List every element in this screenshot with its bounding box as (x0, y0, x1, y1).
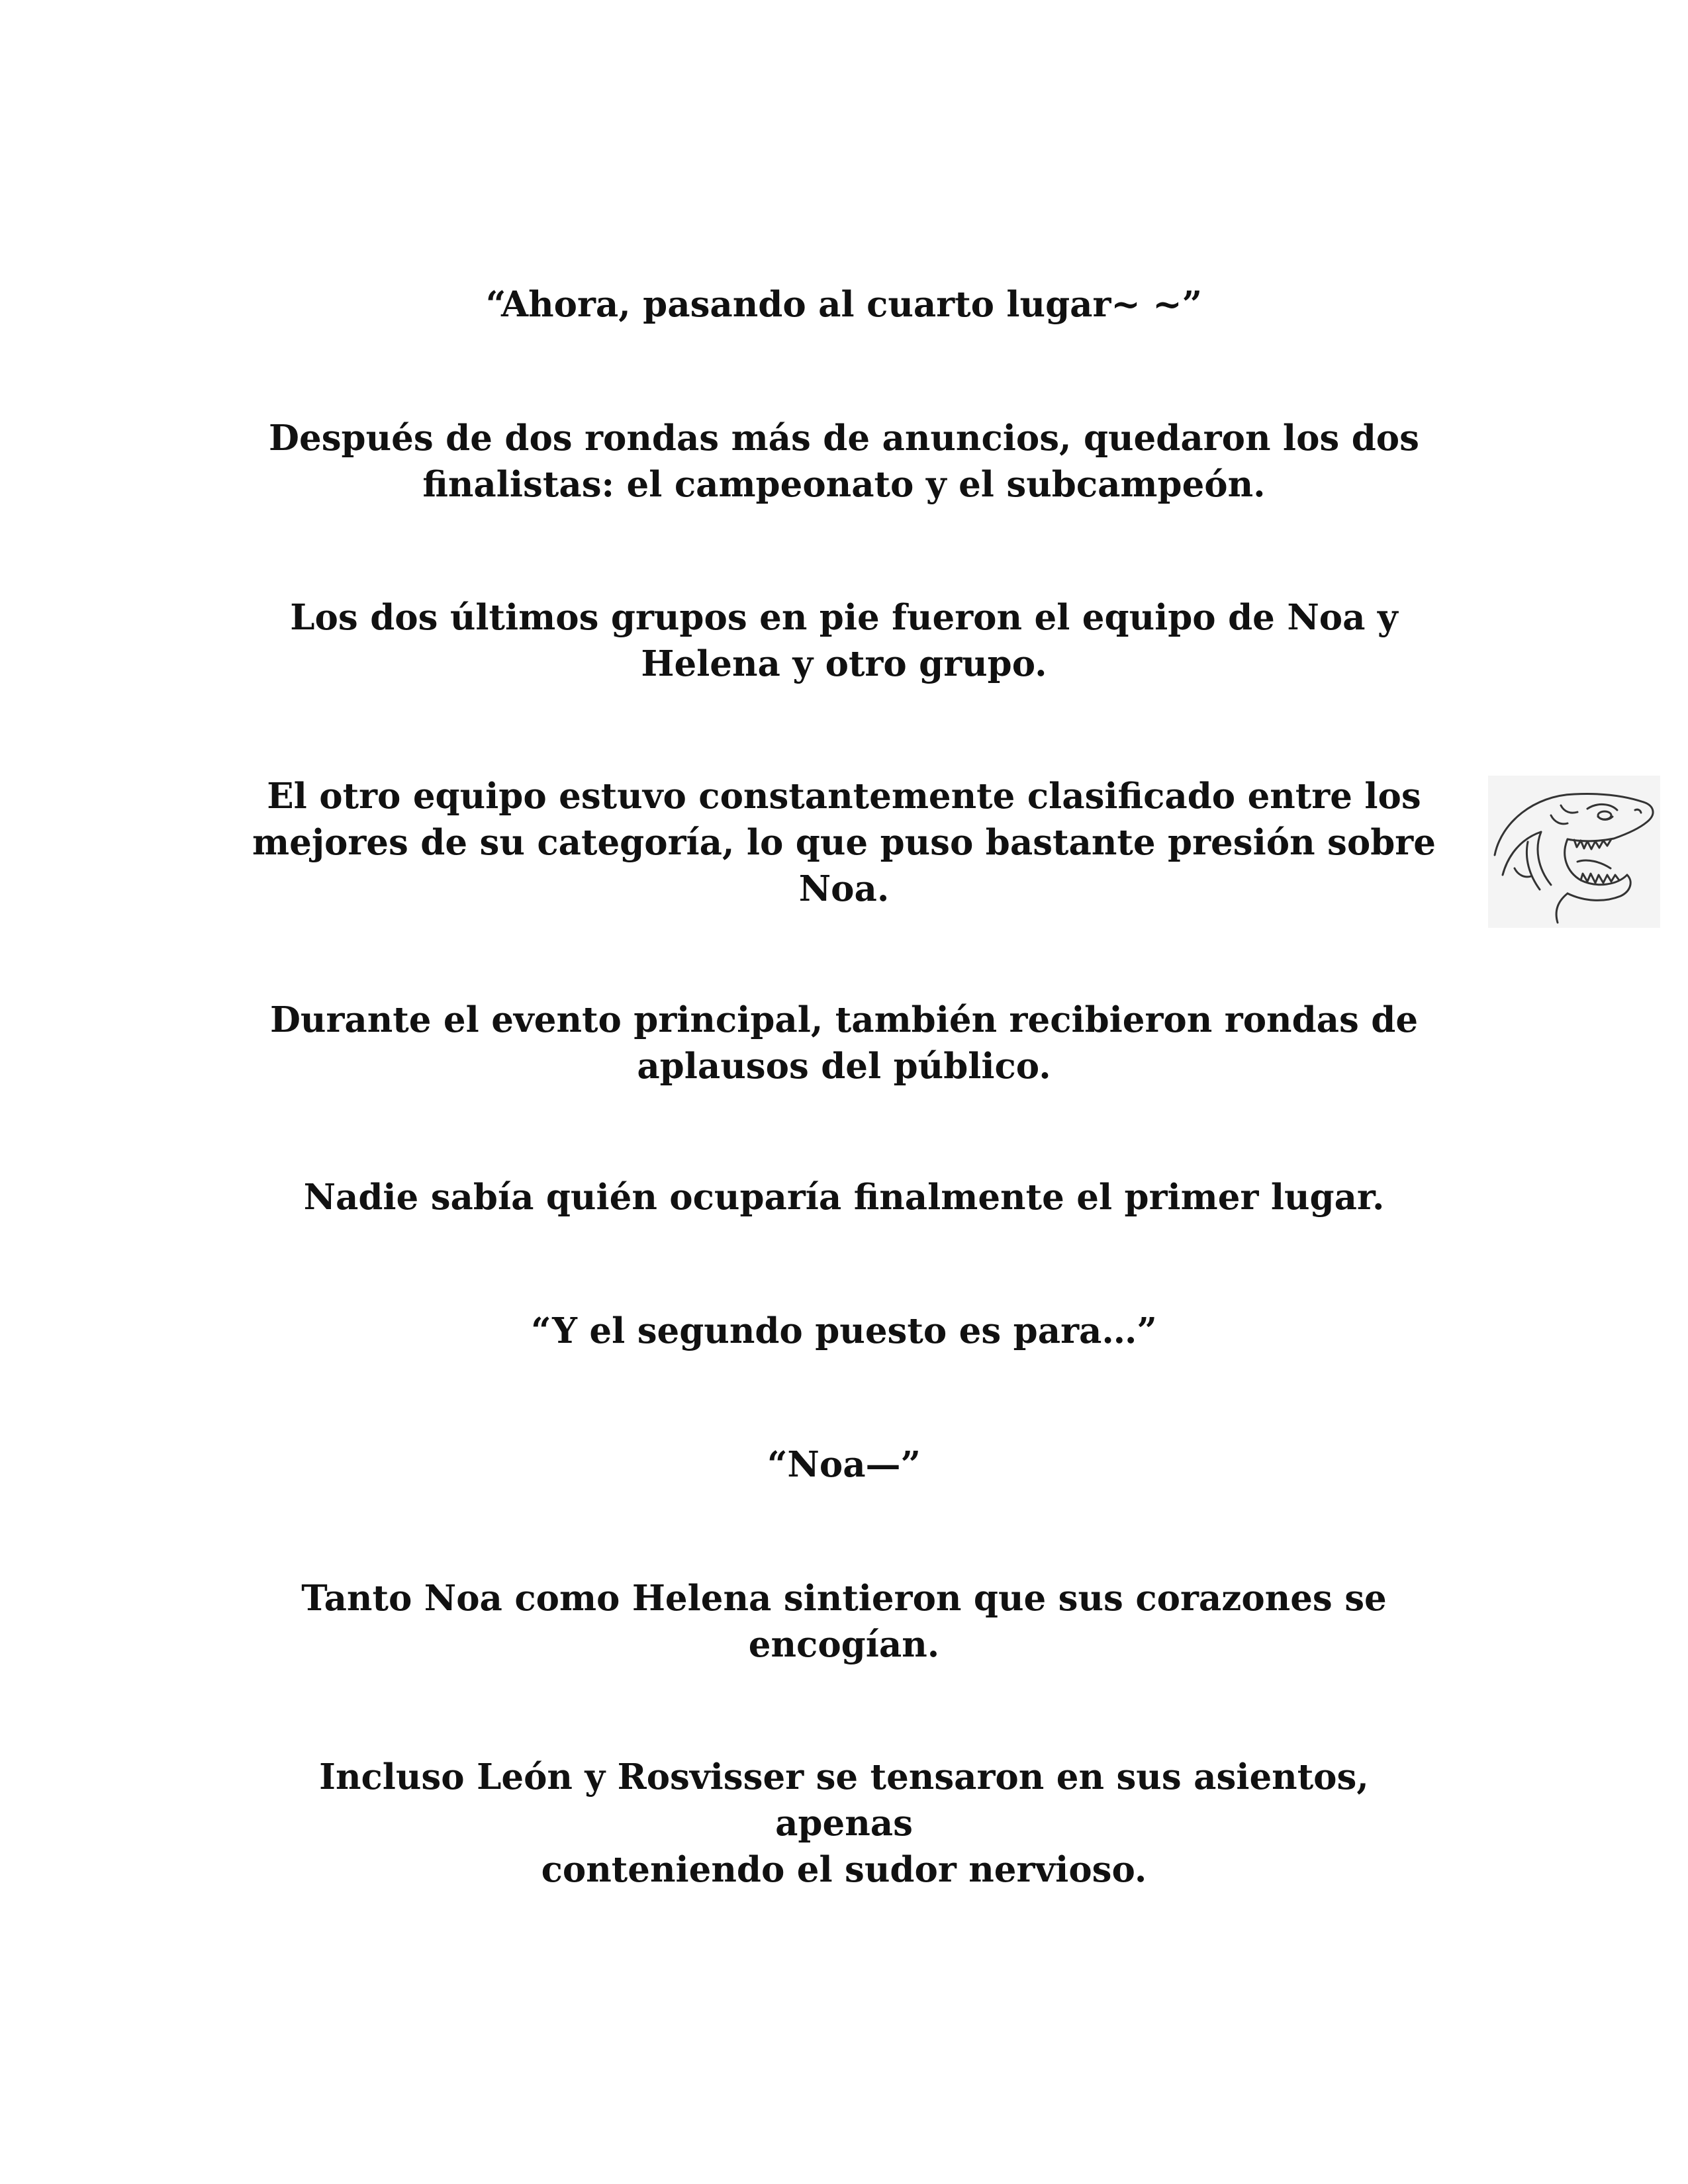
paragraph: Durante el evento principal, también recibieron rondas de aplausos del público. (269, 999, 1419, 1087)
paragraph: “Noa—” (767, 1444, 921, 1485)
paragraph: Los dos últimos grupos en pie fueron el equipo de Noa y Helena y otro grupo. (290, 597, 1398, 684)
paragraph: Tanto Noa como Helena sintieron que sus corazones se encogían. (301, 1578, 1387, 1665)
paragraph: Nadie sabía quién ocuparía finalmente el primer lugar. (303, 1177, 1385, 1218)
paragraph: “Y el segundo puesto es para…” (531, 1310, 1157, 1351)
paragraph: El otro equipo estuvo constantemente clasificado entre los mejores de su categoría, lo que puso bastante presión sobre Noa. (252, 776, 1436, 909)
dinosaur-head-sketch-icon (1488, 776, 1660, 928)
paragraph: “Ahora, pasando al cuarto lugar~ ~” (485, 284, 1203, 325)
paragraph: Después de dos rondas más de anuncios, quedaron los dos finalistas: el campeonato y el subcampeón. (269, 418, 1419, 505)
paragraph: Incluso León y Rosvisser se tensaron en sus asientos, apenas conteniendo el sudor nervioso. (319, 1756, 1369, 1890)
